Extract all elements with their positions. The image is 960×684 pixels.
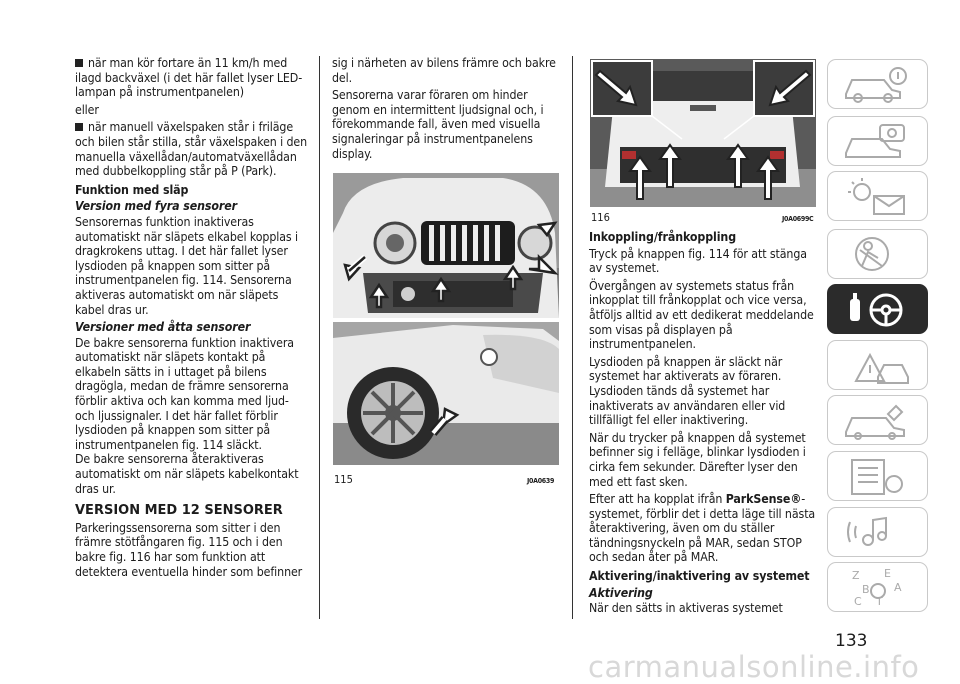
text-parksense: Efter att ha kopplat ifrån ParkSense®-systemet, förblir det i detta läge till nästa återaktivering, även om du ställer tändningsnyckeln på MAR, sedan STOP och sedan åter på MAR. [589, 492, 816, 565]
text-fault-blink: När du trycker på knappen då systemet befinner sig i felläge, blinkar lysdioden i cirka fem sekunder. Därefter lyser den med ett fast sken. [589, 430, 806, 489]
text-status-change: Övergången av systemets status från inkopplat till frånkopplat och vice versa, åtföljs alltid av ett dedikerat meddelande som visas på displayen på instrumentpanelen. [589, 278, 814, 352]
chapter-tab-car-info[interactable] [827, 59, 928, 109]
chapter-tab-lights-messages[interactable] [827, 171, 928, 221]
text-led-state: Lysdioden på knappen är släckt när systemet har aktiverats av föraren. Lysdioden tänds då systemet har inaktiverats av användaren eller vid tillfälligt fel eller inaktivering. [589, 354, 786, 428]
chapter-tab-maintenance[interactable] [827, 395, 928, 445]
alphabet-index-icon [842, 569, 914, 607]
sun-envelope-icon [842, 178, 914, 216]
text-four-sensors: Sensorernas funktion inaktiveras automatiskt när släpets elkabel kopplas i dragkrokens uttag. I det här fallet lyser lysdioden på knappen som sitter på instrumentpanelen fig. 114. Sensorerna aktiveras automatiskt om när släpets kabel dras ur. [75, 214, 298, 317]
text-eight-sensors-1: De bakre sensorerna funktion inaktivera automatiskt när släpets kontakt på elkabeln sätts in i uttaget på bilens dragögla, medan de främre sensorerna förblir aktiva och kan komma med ljud- och ljussignaler. I det här fallet förblir lysdioden på knappen som sitter på instrumentpanelen fig. 114 släckt. [75, 335, 294, 452]
subheading-eight-sensors: Versioner med åtta sensorer [75, 320, 251, 335]
heading-activation: Aktivering/inaktivering av systemet [589, 569, 810, 584]
column-divider-1 [319, 56, 320, 619]
warning-car-icon [842, 347, 914, 385]
text-column-3 [589, 230, 819, 619]
subheading-activation: Aktivering [589, 585, 653, 600]
heading-engage-disengage: Inkoppling/frånkoppling [589, 230, 737, 244]
figure-116-rear-sensors [590, 59, 816, 207]
figure-116-number: 116 [591, 211, 610, 224]
multimedia-icon [842, 514, 914, 552]
parksense-term: ParkSense® [725, 492, 802, 507]
dashboard-car-icon [842, 123, 914, 161]
airbag-seatbelt-icon [842, 236, 914, 274]
svg-text:A: A [894, 581, 902, 594]
chapter-tab-index[interactable] [827, 562, 928, 612]
text-press-button: Tryck på knappen fig. 114 för att stänga av systemet. [589, 246, 807, 276]
bullet-reverse-speed: när man kör fortare än 11 km/h med ilagd backväxel (i det här fallet lyser LED-lampan på instrumentpanelen) [75, 56, 311, 100]
chapter-tab-dashboard[interactable] [827, 116, 928, 166]
text-near-front-rear: sig i närheten av bilens främre och bakre del. [332, 56, 556, 85]
text-or: eller [75, 102, 99, 117]
heading-12-sensors: VERSION MED 12 SENSORER [75, 503, 283, 519]
text-column-2 [332, 56, 562, 164]
chapter-tab-starting-driving[interactable] [827, 284, 928, 334]
text-warning-driver: Sensorerna varar föraren om hinder genom en intermittent ljudsignal och, i förekommande fall, även med visuella signaleringar på instrumentpanelens display. [332, 88, 544, 161]
text-column-1 [75, 56, 311, 582]
svg-text:Z: Z [852, 569, 860, 582]
text-12-sensors: Parkeringssensorerna som sitter i den främre stötfångaren fig. 115 och i den bakre fig. 116 har som funktion att detektera eventuella hinder som befinner [75, 520, 303, 579]
figure-115-number: 115 [334, 473, 353, 486]
svg-text:T: T [876, 595, 883, 607]
figure-115-front-sensors [333, 173, 559, 465]
page-number: 133 [835, 631, 868, 651]
text-eight-sensors-2: De bakre sensorerna återaktiveras automatiskt om när släpets kabelkontakt dras ur. [75, 452, 299, 496]
chapter-tab-emergency[interactable] [827, 340, 928, 390]
car-service-icon [842, 402, 914, 440]
column-divider-2 [572, 56, 573, 619]
heading-towing: Funktion med släp [75, 182, 189, 197]
key-steering-wheel-icon [842, 291, 914, 329]
bullet-neutral: när manuell växelspaken står i friläge och bilen står stilla, står växelspaken i den manuella växellådan/automatväxellådan med dubbelkoppling står på P (Park). [75, 120, 311, 178]
chapter-tab-multimedia[interactable] [827, 507, 928, 557]
subheading-four-sensors: Version med fyra sensorer [75, 199, 238, 214]
figure-116-code: J0A0699C [782, 215, 814, 223]
watermark: carmanualsonline.info [588, 650, 920, 684]
spec-list-icon [842, 458, 914, 496]
chapter-tab-safety[interactable] [827, 229, 928, 279]
chapter-tab-specifications[interactable] [827, 451, 928, 501]
text-when-inserted: När den sätts in aktiveras systemet [589, 601, 783, 616]
svg-text:C: C [854, 595, 862, 607]
svg-text:E: E [884, 569, 891, 580]
svg-text:B: B [862, 583, 870, 596]
figure-115-code: J0A0639 [527, 477, 555, 485]
car-info-icon [842, 66, 914, 104]
